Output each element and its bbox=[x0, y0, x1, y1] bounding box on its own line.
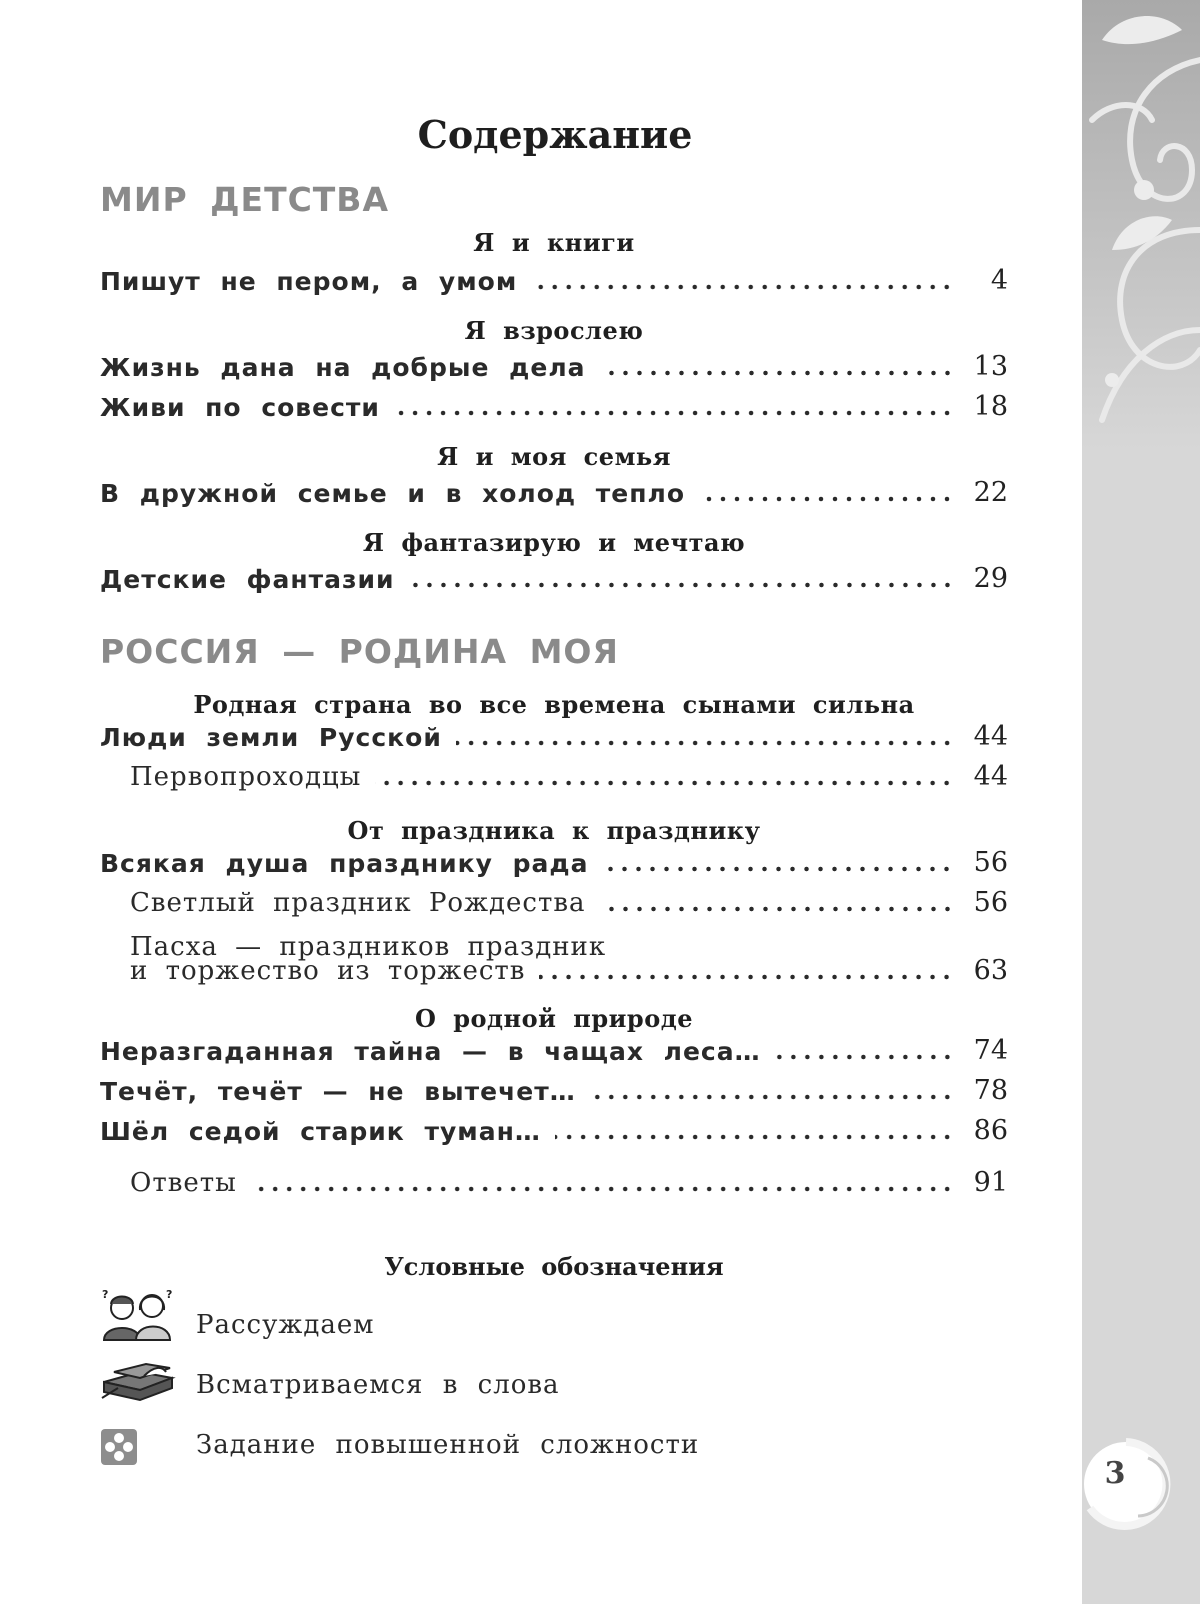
book-pen-icon bbox=[100, 1352, 176, 1402]
toc-subentry[interactable] bbox=[100, 758, 1008, 792]
dot-leader bbox=[590, 1094, 954, 1100]
dot-leader bbox=[600, 906, 955, 912]
legend-title: Условные обозначения bbox=[384, 1252, 724, 1281]
toc-entry-title: Шёл седой старик туман… bbox=[100, 1117, 541, 1146]
dot-leader bbox=[375, 780, 954, 786]
dot-leader bbox=[555, 1134, 954, 1140]
section-heading-rossiya: РОССИЯ — РОДИНА МОЯ bbox=[100, 632, 619, 671]
subsection-heading: Я взрослею bbox=[464, 316, 644, 345]
flower-square-icon bbox=[100, 1428, 138, 1466]
toc-entry[interactable] bbox=[100, 262, 1008, 296]
toc-entry-title: и торжество из торжеств bbox=[130, 956, 526, 986]
toc-entry-page: 78 bbox=[973, 1075, 1008, 1106]
toc-entry-page: 44 bbox=[973, 721, 1008, 752]
toc-subentry[interactable] bbox=[100, 884, 1008, 918]
legend-label: Рассуждаем bbox=[196, 1310, 375, 1340]
toc-entry-page: 86 bbox=[973, 1115, 1008, 1146]
toc-entry-page: 56 bbox=[973, 847, 1008, 878]
toc-entry[interactable] bbox=[100, 388, 1008, 422]
toc-entry-title: Люди земли Русской bbox=[100, 723, 442, 752]
toc-entry-title: Ответы bbox=[130, 1168, 237, 1198]
floral-ornament-icon bbox=[1082, 0, 1200, 450]
legend-label: Задание повышенной сложности bbox=[196, 1430, 700, 1460]
toc-entry-page: 56 bbox=[973, 887, 1008, 918]
toc-subentry[interactable] bbox=[100, 952, 1008, 986]
dot-leader bbox=[600, 370, 955, 376]
dot-leader bbox=[409, 582, 954, 588]
toc-entry-page: 22 bbox=[973, 477, 1008, 508]
toc-entry-title: Первопроходцы bbox=[130, 762, 362, 792]
dot-leader bbox=[602, 866, 954, 872]
svg-text:?: ? bbox=[166, 1288, 173, 1301]
toc-entry[interactable] bbox=[100, 844, 1008, 878]
page-title: Содержание bbox=[417, 112, 693, 157]
toc-entry[interactable] bbox=[100, 1032, 1008, 1066]
toc-entry-answers[interactable] bbox=[100, 1164, 1008, 1198]
toc-entry-page: 74 bbox=[973, 1035, 1008, 1066]
toc-entry-title: Пишут не пером, а умом bbox=[100, 267, 518, 296]
dot-leader bbox=[699, 496, 954, 502]
dot-leader bbox=[456, 740, 954, 746]
subsection-heading: О родной природе bbox=[415, 1004, 693, 1033]
toc-entry-page: 44 bbox=[973, 761, 1008, 792]
toc-entry-title: Жизнь дана на добрые дела bbox=[100, 353, 586, 382]
toc-entry[interactable] bbox=[100, 1072, 1008, 1106]
dot-leader bbox=[539, 974, 954, 980]
page-number: 3 bbox=[1104, 1456, 1126, 1491]
toc-entry-page: 63 bbox=[973, 955, 1008, 986]
toc-entry-page: 18 bbox=[973, 391, 1008, 422]
dot-leader bbox=[251, 1186, 954, 1192]
toc-entry[interactable] bbox=[100, 718, 1008, 752]
toc-entry-page: 29 bbox=[973, 563, 1008, 594]
side-decorative-strip bbox=[1082, 0, 1200, 1604]
subsection-heading: Я и книги bbox=[473, 228, 635, 257]
toc-entry-title: Всякая душа празднику рада bbox=[100, 849, 589, 878]
toc-entry-title: В дружной семье и в холод тепло bbox=[100, 479, 685, 508]
toc-entry-title: Детские фантазии bbox=[100, 565, 395, 594]
toc-entry[interactable] bbox=[100, 560, 1008, 594]
dot-leader bbox=[531, 284, 954, 290]
toc-entry-title-line1: Пасха — праздников праздник bbox=[130, 932, 607, 962]
dot-leader bbox=[394, 410, 954, 416]
toc-entry-title: Течёт, течёт — не вытечет… bbox=[100, 1077, 576, 1106]
toc-entry-page: 91 bbox=[973, 1167, 1008, 1198]
toc-entry-title: Живи по совести bbox=[100, 393, 380, 422]
toc-entry[interactable] bbox=[100, 1112, 1008, 1146]
toc-entry-page: 4 bbox=[990, 265, 1008, 296]
subsection-heading: Я и моя семья bbox=[437, 442, 671, 471]
people-thinking-icon bbox=[100, 1286, 176, 1342]
subsection-heading: Я фантазирую и мечтаю bbox=[362, 528, 746, 557]
subsection-heading: От праздника к празднику bbox=[347, 816, 761, 845]
toc-entry-title: Светлый праздник Рождества bbox=[130, 888, 586, 918]
subsection-heading: Родная страна во все времена сынами сильна bbox=[193, 690, 915, 719]
dot-leader bbox=[775, 1054, 954, 1060]
toc-entry-page: 13 bbox=[973, 351, 1008, 382]
svg-text:?: ? bbox=[102, 1288, 109, 1301]
section-heading-mir-detstva: МИР ДЕТСТВА bbox=[100, 180, 389, 219]
legend-label: Всматриваемся в слова bbox=[196, 1370, 560, 1400]
toc-entry[interactable] bbox=[100, 474, 1008, 508]
toc-entry[interactable] bbox=[100, 348, 1008, 382]
toc-entry-title: Неразгаданная тайна — в чащах леса… bbox=[100, 1037, 761, 1066]
